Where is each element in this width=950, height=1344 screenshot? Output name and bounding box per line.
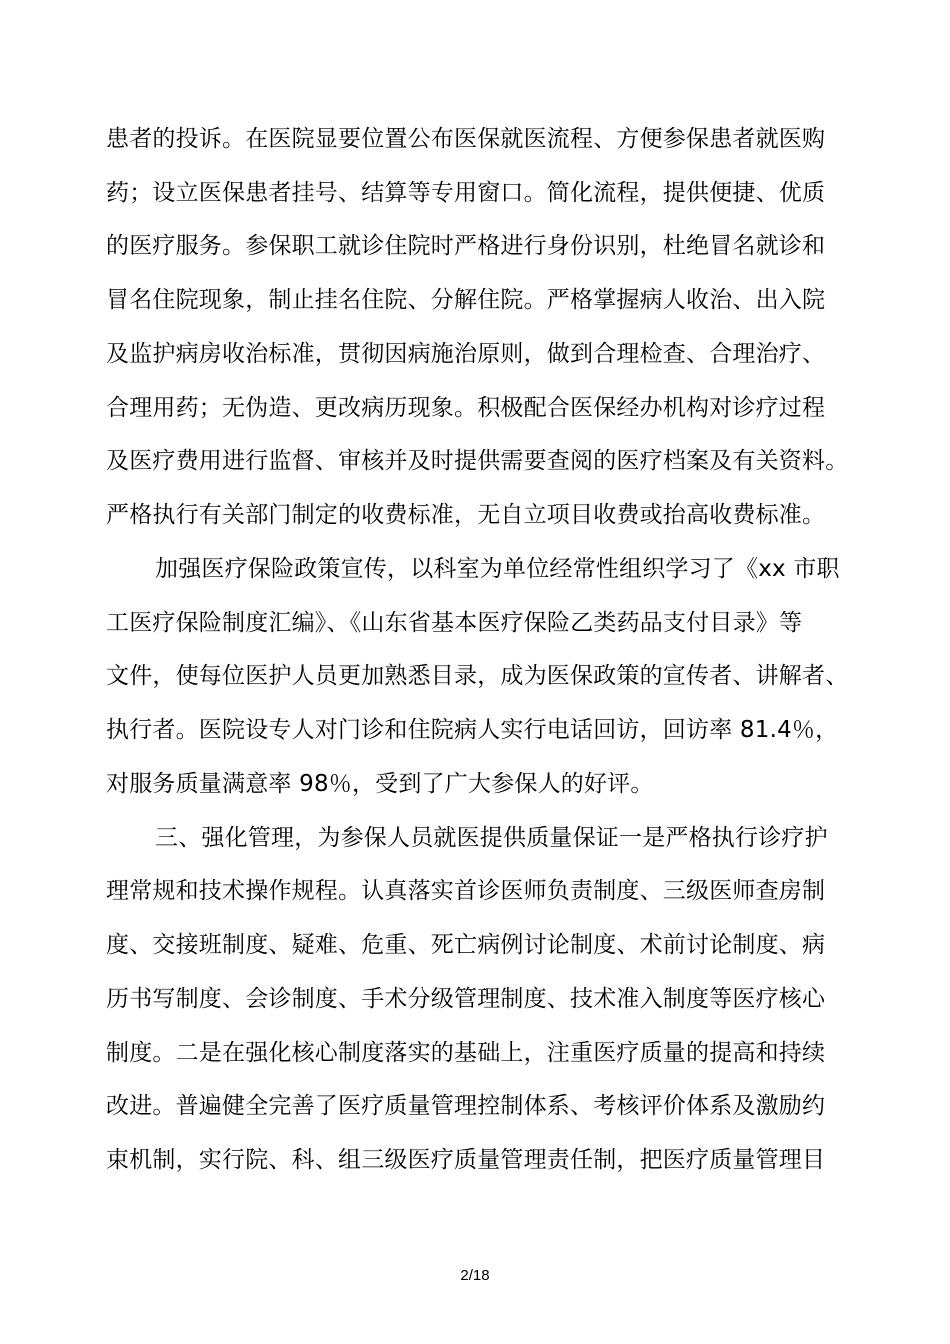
text-line: 制度。二是在强化核心制度落实的基础上，注重医疗质量的提高和持续 — [106, 1040, 826, 1066]
paragraph-first-line: 三、强化管理，为参保人员就医提供质量保证一是严格执行诊疗护 — [155, 825, 828, 851]
text-line: 的医疗服务。参保职工就诊住院时严格进行身份识别，杜绝冒名就诊和 — [106, 233, 826, 259]
text-line: 及医疗费用进行监督、审核并及时提供需要查阅的医疗档案及有关资料。 — [106, 448, 849, 474]
text-line: 束机制，实行院、科、组三级医疗质量管理责任制，把医疗质量管理目 — [106, 1147, 826, 1173]
text-line: 度、交接班制度、疑难、危重、死亡病例讨论制度、术前讨论制度、病 — [106, 932, 826, 958]
text-line: 对服务质量满意率 98％，受到了广大参保人的好评。 — [106, 771, 654, 797]
text-line: 药；设立医保患者挂号、结算等专用窗口。简化流程，提供便捷、优质 — [106, 180, 826, 206]
text-line: 合理用药；无伪造、更改病历现象。积极配合医保经办机构对诊疗过程 — [106, 395, 826, 421]
text-line: 冒名住院现象，制止挂名住院、分解住院。严格掌握病人收治、出入院 — [106, 287, 826, 313]
text-line: 严格执行有关部门制定的收费标准，无自立项目收费或抬高收费标准。 — [106, 502, 826, 528]
page-number: 2/18 — [460, 1267, 490, 1284]
text-line: 文件，使每位医护人员更加熟悉目录，成为医保政策的宣传者、讲解者、 — [106, 663, 849, 689]
text-line: 患者的投诉。在医院显要位置公布医保就医流程、方便参保患者就医购 — [106, 126, 826, 152]
text-line: 执行者。医院设专人对门诊和住院病人实行电话回访，回访率 81.4％， — [106, 717, 839, 743]
text-line: 工医疗保险制度汇编》、《山东省基本医疗保险乙类药品支付目录》等 — [106, 610, 803, 636]
text-line: 理常规和技术操作规程。认真落实首诊医师负责制度、三级医师查房制 — [106, 878, 826, 904]
text-line: 及监护病房收治标准，贯彻因病施治原则，做到合理检查、合理治疗、 — [106, 341, 826, 367]
text-line: 历书写制度、会诊制度、手术分级管理制度、技术准入制度等医疗核心 — [106, 986, 826, 1012]
paragraph-first-line: 加强医疗保险政策宣传，以科室为单位经常性组织学习了《xx 市职 — [155, 556, 840, 582]
text-line: 改进。普遍健全完善了医疗质量管理控制体系、考核评价体系及激励约 — [106, 1093, 826, 1119]
